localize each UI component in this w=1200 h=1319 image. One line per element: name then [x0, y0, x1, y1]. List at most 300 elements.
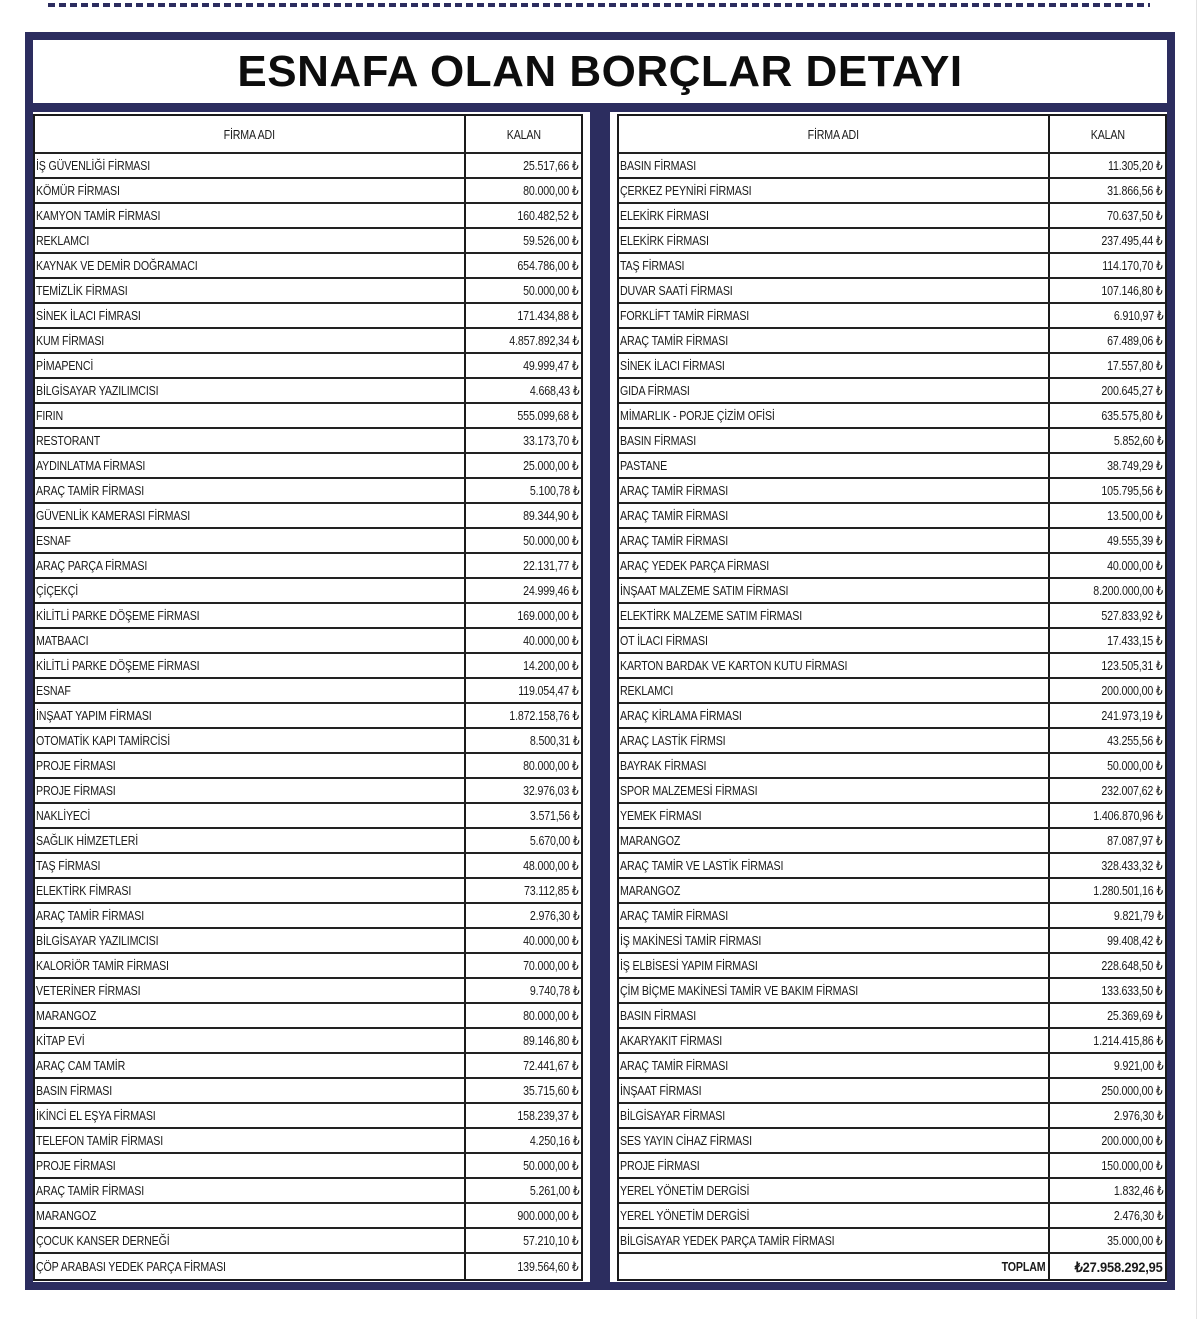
- firm-name-text: KALORİÖR TAMİR FİRMASI: [36, 958, 169, 973]
- firm-name-text: ARAÇ TAMİR FİRMASI: [36, 908, 145, 923]
- remaining-amount-text: 4.857.892,34 ₺: [509, 333, 579, 348]
- table-row: [619, 1154, 1165, 1179]
- firm-name-text: İNŞAAT FİRMASI: [620, 1083, 702, 1098]
- firm-name-text: MATBAACI: [36, 633, 89, 648]
- firm-name-cell: [35, 854, 466, 877]
- debt-table-left: [33, 114, 583, 1281]
- firm-name-text: GÜVENLİK KAMERASI FİRMASI: [36, 508, 191, 523]
- firm-name-text: YEREL YÖNETİM DERGİSİ: [620, 1183, 750, 1198]
- remaining-amount-text: 1.280.501,16 ₺: [1093, 883, 1163, 898]
- table-row: [619, 504, 1165, 529]
- firm-name-text: PROJE FİRMASI: [36, 1158, 116, 1173]
- firm-name-text: BASIN FİRMASI: [620, 433, 697, 448]
- remaining-amount-cell: [466, 454, 581, 477]
- remaining-amount-text: 25.000,00 ₺: [523, 458, 579, 473]
- remaining-amount-cell: [466, 729, 581, 752]
- firm-name-cell: [619, 904, 1050, 927]
- remaining-amount-cell: [1050, 804, 1165, 827]
- table-row: [619, 604, 1165, 629]
- firm-name-text: İŞ MAKİNESİ TAMİR FİRMASI: [620, 933, 762, 948]
- remaining-amount-text: 200.000,00 ₺: [1101, 1133, 1163, 1148]
- firm-name-cell: [619, 1229, 1050, 1252]
- remaining-amount-cell: [1050, 979, 1165, 1002]
- remaining-amount-cell: [1050, 854, 1165, 877]
- remaining-amount-text: 24.999,46 ₺: [523, 583, 579, 598]
- remaining-amount-cell: [466, 904, 581, 927]
- firm-name-cell: [619, 1179, 1050, 1202]
- remaining-amount-text: 80.000,00 ₺: [523, 1008, 579, 1023]
- remaining-amount-text: 43.255,56 ₺: [1107, 733, 1163, 748]
- header-row: [35, 116, 581, 154]
- firm-name-cell: [35, 454, 466, 477]
- remaining-amount-cell: [466, 954, 581, 977]
- firm-name-cell: [35, 1129, 466, 1152]
- remaining-amount-text: 87.087,97 ₺: [1107, 833, 1163, 848]
- remaining-amount-text: 57.210,10 ₺: [523, 1233, 579, 1248]
- firm-name-text: ARAÇ TAMİR FİRMASI: [620, 533, 729, 548]
- firm-name-text: FIRIN: [36, 408, 64, 423]
- firm-name-cell: [35, 229, 466, 252]
- table-row: [35, 879, 581, 904]
- page-title: ESNAFA OLAN BORÇLAR DETAYI: [237, 46, 963, 96]
- firm-name-cell: [619, 929, 1050, 952]
- remaining-amount-cell: [1050, 554, 1165, 577]
- table-row: [619, 254, 1165, 279]
- column-header-firm-name: [619, 116, 1050, 152]
- remaining-amount-cell: [466, 1079, 581, 1102]
- table-row: [35, 929, 581, 954]
- firm-name-cell: [35, 204, 466, 227]
- table-row: [619, 879, 1165, 904]
- table-row: [35, 1204, 581, 1229]
- table-row: [619, 1004, 1165, 1029]
- table-row: [35, 329, 581, 354]
- table-row: [619, 929, 1165, 954]
- table-row: [35, 1179, 581, 1204]
- remaining-amount-cell: [1050, 1179, 1165, 1202]
- table-row: [35, 479, 581, 504]
- firm-name-text: ÇERKEZ PEYNİRİ FİRMASI: [620, 183, 752, 198]
- table-row: [35, 379, 581, 404]
- firm-name-text: VETERİNER FİRMASI: [36, 983, 141, 998]
- remaining-amount-cell: [1050, 1229, 1165, 1252]
- table-row: [619, 529, 1165, 554]
- firm-name-cell: [619, 1154, 1050, 1177]
- firm-name-text: KİLİTLİ PARKE DÖŞEME FİRMASI: [36, 658, 200, 673]
- firm-name-text: MARANGOZ: [620, 833, 681, 848]
- table-row: [35, 1054, 581, 1079]
- table-row: [619, 454, 1165, 479]
- table-row: [35, 1254, 581, 1279]
- firm-name-cell: [619, 829, 1050, 852]
- remaining-amount-cell: [466, 854, 581, 877]
- remaining-amount-cell: [466, 1029, 581, 1052]
- remaining-amount-cell: [1050, 954, 1165, 977]
- firm-name-text: PROJE FİRMASI: [36, 783, 116, 798]
- table-row: [35, 1029, 581, 1054]
- remaining-amount-text: 8.500,31 ₺: [529, 733, 579, 748]
- firm-name-cell: [619, 479, 1050, 502]
- remaining-amount-text: 2.976,30 ₺: [1113, 1108, 1163, 1123]
- remaining-amount-cell: [466, 754, 581, 777]
- remaining-amount-cell: [1050, 479, 1165, 502]
- table-row: [619, 554, 1165, 579]
- remaining-amount-text: 32.976,03 ₺: [523, 783, 579, 798]
- firm-name-cell: [35, 379, 466, 402]
- table-row: [619, 1129, 1165, 1154]
- total-label: TOPLAM: [1001, 1259, 1045, 1274]
- table-row: [619, 279, 1165, 304]
- firm-name-text: PİMAPENCİ: [36, 358, 94, 373]
- remaining-amount-cell: [1050, 354, 1165, 377]
- remaining-amount-text: 89.146,80 ₺: [523, 1033, 579, 1048]
- remaining-amount-cell: [466, 1054, 581, 1077]
- firm-name-text: SES YAYIN CİHAZ FİRMASI: [620, 1133, 752, 1148]
- table-row: [35, 804, 581, 829]
- firm-name-text: ÇİM BİÇME MAKİNESİ TAMİR VE BAKIM FİRMASI: [620, 983, 859, 998]
- firm-name-text: İŞ GÜVENLİĞİ FİRMASI: [36, 158, 151, 173]
- remaining-amount-text: 9.921,00 ₺: [1113, 1058, 1163, 1073]
- firm-name-cell: [619, 854, 1050, 877]
- table-body: [619, 154, 1165, 1254]
- firm-name-cell: [35, 779, 466, 802]
- remaining-amount-text: 13.500,00 ₺: [1107, 508, 1163, 523]
- remaining-amount-cell: [466, 804, 581, 827]
- remaining-amount-cell: [1050, 229, 1165, 252]
- remaining-amount-text: 9.740,78 ₺: [529, 983, 579, 998]
- remaining-amount-text: 50.000,00 ₺: [523, 1158, 579, 1173]
- firm-name-cell: [35, 404, 466, 427]
- table-row: [35, 154, 581, 179]
- table-row: [35, 529, 581, 554]
- table-row: [619, 904, 1165, 929]
- firm-name-text: SİNEK İLACI FİMRASI: [36, 308, 141, 323]
- remaining-amount-cell: [466, 654, 581, 677]
- firm-name-cell: [35, 629, 466, 652]
- remaining-amount-text: 40.000,00 ₺: [1107, 558, 1163, 573]
- firm-name-cell: [619, 954, 1050, 977]
- table-row: [619, 179, 1165, 204]
- remaining-amount-text: 635.575,80 ₺: [1101, 408, 1163, 423]
- firm-name-cell: [35, 304, 466, 327]
- firm-name-text: TEMİZLİK FİRMASI: [36, 283, 128, 298]
- firm-name-cell: [35, 1254, 466, 1279]
- remaining-amount-cell: [1050, 529, 1165, 552]
- firm-name-cell: [619, 804, 1050, 827]
- remaining-amount-cell: [466, 554, 581, 577]
- table-row: [35, 204, 581, 229]
- remaining-amount-text: 25.517,66 ₺: [523, 158, 579, 173]
- remaining-amount-text: 200.645,27 ₺: [1101, 383, 1163, 398]
- firm-name-cell: [619, 979, 1050, 1002]
- firm-name-cell: [619, 204, 1050, 227]
- remaining-amount-text: 8.200.000,00 ₺: [1093, 583, 1163, 598]
- firm-name-cell: [35, 479, 466, 502]
- remaining-amount-text: 31.866,56 ₺: [1107, 183, 1163, 198]
- firm-name-cell: [619, 1204, 1050, 1227]
- remaining-amount-cell: [1050, 579, 1165, 602]
- table-row: [619, 954, 1165, 979]
- firm-name-text: ARAÇ TAMİR FİRMASI: [620, 333, 729, 348]
- remaining-amount-text: 4.668,43 ₺: [529, 383, 579, 398]
- table-row: [35, 304, 581, 329]
- firm-name-text: ELEKTİRK MALZEME SATIM FİRMASI: [620, 608, 803, 623]
- firm-name-cell: [35, 504, 466, 527]
- remaining-amount-text: 72.441,67 ₺: [523, 1058, 579, 1073]
- remaining-amount-text: 17.557,80 ₺: [1107, 358, 1163, 373]
- firm-name-cell: [35, 354, 466, 377]
- firm-name-text: MARANGOZ: [36, 1008, 97, 1023]
- remaining-amount-cell: [466, 1254, 581, 1279]
- table-row: [619, 429, 1165, 454]
- remaining-amount-cell: [466, 1204, 581, 1227]
- remaining-amount-text: 5.100,78 ₺: [529, 483, 579, 498]
- firm-name-cell: [35, 329, 466, 352]
- remaining-amount-cell: [466, 154, 581, 177]
- remaining-amount-text: 70.637,50 ₺: [1107, 208, 1163, 223]
- remaining-amount-cell: [466, 1104, 581, 1127]
- remaining-amount-text: 105.795,56 ₺: [1101, 483, 1163, 498]
- firm-name-cell: [619, 429, 1050, 452]
- column-header-text: KALAN: [1090, 126, 1125, 142]
- remaining-amount-cell: [1050, 304, 1165, 327]
- firm-name-text: REKLAMCI: [620, 683, 674, 698]
- firm-name-cell: [619, 504, 1050, 527]
- firm-name-text: ARAÇ TAMİR FİRMASI: [620, 1058, 729, 1073]
- firm-name-cell: [35, 679, 466, 702]
- remaining-amount-cell: [466, 704, 581, 727]
- remaining-amount-text: 99.408,42 ₺: [1107, 933, 1163, 948]
- firm-name-cell: [619, 404, 1050, 427]
- remaining-amount-text: 158.239,37 ₺: [517, 1108, 579, 1123]
- remaining-amount-text: 38.749,29 ₺: [1107, 458, 1163, 473]
- remaining-amount-cell: [1050, 204, 1165, 227]
- remaining-amount-text: 70.000,00 ₺: [523, 958, 579, 973]
- remaining-amount-text: 89.344,90 ₺: [523, 508, 579, 523]
- firm-name-text: BİLGİSAYAR FİRMASI: [620, 1108, 726, 1123]
- remaining-amount-cell: [466, 404, 581, 427]
- table-row: [619, 729, 1165, 754]
- firm-name-text: MARANGOZ: [620, 883, 681, 898]
- table-row: [619, 304, 1165, 329]
- remaining-amount-text: 5.261,00 ₺: [529, 1183, 579, 1198]
- table-row: [619, 579, 1165, 604]
- table-row: [35, 1079, 581, 1104]
- firm-name-cell: [619, 1004, 1050, 1027]
- remaining-amount-cell: [466, 1129, 581, 1152]
- firm-name-text: NAKLİYECİ: [36, 808, 91, 823]
- remaining-amount-text: 2.976,30 ₺: [529, 908, 579, 923]
- remaining-amount-cell: [466, 529, 581, 552]
- remaining-amount-cell: [1050, 704, 1165, 727]
- remaining-amount-cell: [1050, 1029, 1165, 1052]
- firm-name-text: ARAÇ TAMİR VE LASTİK FİRMASI: [620, 858, 784, 873]
- remaining-amount-cell: [466, 304, 581, 327]
- table-row: [35, 354, 581, 379]
- firm-name-cell: [35, 929, 466, 952]
- table-row: [35, 954, 581, 979]
- firm-name-text: BAYRAK FİRMASI: [620, 758, 707, 773]
- firm-name-cell: [35, 879, 466, 902]
- table-row: [619, 354, 1165, 379]
- firm-name-cell: [619, 379, 1050, 402]
- remaining-amount-cell: [466, 204, 581, 227]
- remaining-amount-text: 119.054,47 ₺: [518, 683, 579, 698]
- firm-name-text: BİLGİSAYAR YAZILIMCISI: [36, 933, 159, 948]
- table-body: [35, 154, 581, 1279]
- remaining-amount-text: 17.433,15 ₺: [1107, 633, 1163, 648]
- firm-name-text: MARANGOZ: [36, 1208, 97, 1223]
- firm-name-text: TELEFON TAMİR FİRMASI: [36, 1133, 164, 1148]
- firm-name-cell: [35, 529, 466, 552]
- table-row: [619, 704, 1165, 729]
- firm-name-cell: [35, 1054, 466, 1077]
- remaining-amount-cell: [466, 379, 581, 402]
- remaining-amount-cell: [1050, 1079, 1165, 1102]
- firm-name-cell: [35, 254, 466, 277]
- total-amount-cell: [1050, 1254, 1165, 1279]
- firm-name-text: ARAÇ TAMİR FİRMASI: [620, 508, 729, 523]
- table-row: [35, 1129, 581, 1154]
- firm-name-text: İNŞAAT YAPIM FİRMASI: [36, 708, 152, 723]
- firm-name-cell: [619, 304, 1050, 327]
- table-row: [619, 329, 1165, 354]
- table-row: [35, 254, 581, 279]
- remaining-amount-cell: [466, 929, 581, 952]
- remaining-amount-text: 654.786,00 ₺: [517, 258, 579, 273]
- remaining-amount-cell: [1050, 429, 1165, 452]
- firm-name-text: SAĞLIK HİMZETLERİ: [36, 833, 139, 848]
- table-row: [35, 904, 581, 929]
- table-row: [35, 404, 581, 429]
- remaining-amount-cell: [466, 1229, 581, 1252]
- table-row: [35, 1004, 581, 1029]
- total-label-cell: [619, 1254, 1050, 1279]
- remaining-amount-cell: [1050, 404, 1165, 427]
- firm-name-cell: [619, 554, 1050, 577]
- remaining-amount-cell: [1050, 379, 1165, 402]
- firm-name-text: ARAÇ LASTİK FİRMSI: [620, 733, 726, 748]
- remaining-amount-text: 35.715,60 ₺: [523, 1083, 579, 1098]
- remaining-amount-text: 200.000,00 ₺: [1101, 683, 1163, 698]
- remaining-amount-text: 160.482,52 ₺: [517, 208, 579, 223]
- firm-name-cell: [619, 1079, 1050, 1102]
- remaining-amount-cell: [1050, 254, 1165, 277]
- firm-name-cell: [619, 1104, 1050, 1127]
- table-row: [35, 754, 581, 779]
- table-row: [35, 1104, 581, 1129]
- table-row: [619, 1179, 1165, 1204]
- remaining-amount-text: 48.000,00 ₺: [523, 858, 579, 873]
- remaining-amount-text: 50.000,00 ₺: [1107, 758, 1163, 773]
- header-row: [619, 116, 1165, 154]
- remaining-amount-cell: [466, 429, 581, 452]
- remaining-amount-cell: [1050, 654, 1165, 677]
- firm-name-cell: [619, 629, 1050, 652]
- firm-name-cell: [619, 704, 1050, 727]
- firm-name-text: SPOR MALZEMESİ FİRMASI: [620, 783, 758, 798]
- table-row: [619, 379, 1165, 404]
- table-row: [619, 629, 1165, 654]
- firm-name-text: KİLİTLİ PARKE DÖŞEME FİRMASI: [36, 608, 200, 623]
- remaining-amount-text: 80.000,00 ₺: [523, 758, 579, 773]
- remaining-amount-cell: [466, 479, 581, 502]
- remaining-amount-cell: [1050, 679, 1165, 702]
- remaining-amount-cell: [1050, 279, 1165, 302]
- firm-name-text: ARAÇ TAMİR FİRMASI: [620, 483, 729, 498]
- remaining-amount-text: 14.200,00 ₺: [523, 658, 579, 673]
- remaining-amount-text: 228.648,50 ₺: [1101, 958, 1163, 973]
- remaining-amount-text: 2.476,30 ₺: [1113, 1208, 1163, 1223]
- firm-name-cell: [35, 154, 466, 177]
- firm-name-text: ARAÇ CAM TAMİR: [36, 1058, 126, 1073]
- table-row: [619, 229, 1165, 254]
- firm-name-cell: [619, 679, 1050, 702]
- firm-name-text: YEMEK FİRMASI: [620, 808, 702, 823]
- firm-name-text: İNŞAAT MALZEME SATIM FİRMASI: [620, 583, 789, 598]
- remaining-amount-text: 5.852,60 ₺: [1113, 433, 1163, 448]
- firm-name-text: OTOMATİK KAPI TAMİRCİSİ: [36, 733, 171, 748]
- table-row: [35, 229, 581, 254]
- table-row: [35, 679, 581, 704]
- firm-name-cell: [35, 829, 466, 852]
- top-dashed-divider: [48, 3, 1150, 7]
- remaining-amount-cell: [1050, 454, 1165, 477]
- table-row: [619, 804, 1165, 829]
- firm-name-cell: [35, 1179, 466, 1202]
- remaining-amount-cell: [466, 679, 581, 702]
- firm-name-cell: [35, 754, 466, 777]
- firm-name-text: İŞ ELBİSESİ YAPIM FİRMASI: [620, 958, 758, 973]
- firm-name-cell: [35, 904, 466, 927]
- firm-name-text: SİNEK İLACI FİRMASI: [620, 358, 725, 373]
- firm-name-cell: [35, 1229, 466, 1252]
- firm-name-cell: [619, 254, 1050, 277]
- firm-name-cell: [35, 804, 466, 827]
- remaining-amount-cell: [466, 579, 581, 602]
- remaining-amount-cell: [466, 229, 581, 252]
- column-header-text: KALAN: [506, 126, 541, 142]
- remaining-amount-cell: [1050, 1154, 1165, 1177]
- remaining-amount-cell: [466, 604, 581, 627]
- remaining-amount-cell: [1050, 629, 1165, 652]
- remaining-amount-text: 555.099,68 ₺: [517, 408, 579, 423]
- column-header-firm-name: [35, 116, 466, 152]
- remaining-amount-text: 139.564,60 ₺: [517, 1259, 579, 1274]
- firm-name-text: FORKLİFT TAMİR FİRMASI: [620, 308, 750, 323]
- remaining-amount-cell: [466, 354, 581, 377]
- remaining-amount-text: 133.633,50 ₺: [1101, 983, 1163, 998]
- remaining-amount-text: 4.250,16 ₺: [529, 1133, 579, 1148]
- remaining-amount-cell: [1050, 904, 1165, 927]
- table-row: [619, 479, 1165, 504]
- remaining-amount-cell: [466, 879, 581, 902]
- remaining-amount-text: 241.973,19 ₺: [1101, 708, 1163, 723]
- firm-name-text: REKLAMCI: [36, 233, 90, 248]
- remaining-amount-text: 107.146,80 ₺: [1101, 283, 1163, 298]
- remaining-amount-cell: [1050, 779, 1165, 802]
- firm-name-cell: [619, 1054, 1050, 1077]
- remaining-amount-text: 40.000,00 ₺: [523, 633, 579, 648]
- firm-name-text: ESNAF: [36, 533, 71, 548]
- remaining-amount-cell: [466, 1179, 581, 1202]
- firm-name-cell: [619, 579, 1050, 602]
- firm-name-cell: [35, 179, 466, 202]
- firm-name-text: DUVAR SAATİ FİRMASI: [620, 283, 733, 298]
- column-header-text: FİRMA ADI: [223, 126, 276, 142]
- remaining-amount-cell: [466, 979, 581, 1002]
- remaining-amount-text: 33.173,70 ₺: [523, 433, 579, 448]
